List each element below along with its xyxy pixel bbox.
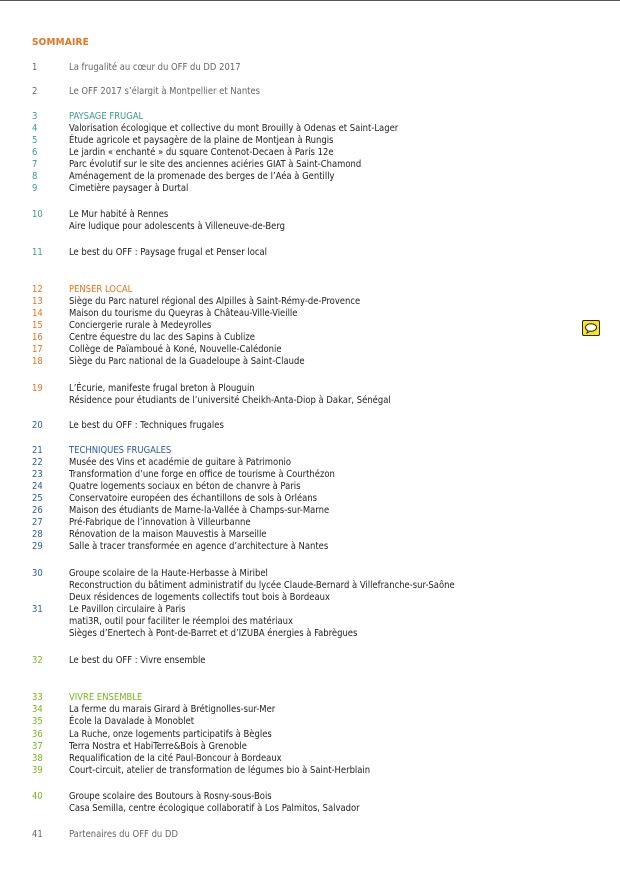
toc-number: 35 xyxy=(32,716,43,727)
toc-text: École la Davalade à Monoblet xyxy=(69,716,195,727)
toc-number: 26 xyxy=(32,505,43,516)
toc-text: PENSER LOCAL xyxy=(69,284,133,295)
toc-number: 8 xyxy=(32,171,38,182)
toc-text: Rénovation de la maison Mauvestis à Marseille xyxy=(69,529,267,540)
toc-text: Requalification de la cité Paul-Boncour à Bordeaux xyxy=(69,753,282,764)
toc-number: 23 xyxy=(32,469,43,480)
toc-number: 30 xyxy=(32,568,43,579)
toc-number: 31 xyxy=(32,604,43,615)
toc-number: 14 xyxy=(32,308,43,319)
toc-number: 5 xyxy=(32,135,38,146)
toc-text: Conservatoire européen des échantillons de sols à Orléans xyxy=(69,493,318,504)
toc-text: Étude agricole et paysagère de la plaine de Montjean à Rungis xyxy=(69,135,334,146)
toc-text: Salle à tracer transformée en agence d’architecture à Nantes xyxy=(69,541,329,552)
toc-text: Reconstruction du bâtiment administratif du lycée Claude-Bernard à Villefranche-sur-Saône xyxy=(69,580,455,591)
toc-number: 36 xyxy=(32,729,43,740)
toc-text: Siège du Parc national de la Guadeloupe à Saint-Claude xyxy=(69,356,305,367)
toc-number: 27 xyxy=(32,517,43,528)
toc-text: VIVRE ENSEMBLE xyxy=(69,692,143,703)
toc-number: 19 xyxy=(32,383,43,394)
toc-text: Résidence pour étudiants de l’université Cheikh-Anta-Diop à Dakar, Sénégal xyxy=(69,395,391,406)
toc-text: Deux résidences de logements collectifs tout bois à Bordeaux xyxy=(69,592,330,603)
toc-text: Conciergerie rurale à Medeyrolles xyxy=(69,320,212,331)
toc-number: 15 xyxy=(32,320,43,331)
top-border-line xyxy=(0,0,620,1)
toc-number: 32 xyxy=(32,655,43,666)
toc-number: 37 xyxy=(32,741,43,752)
toc-text: Parc évolutif sur le site des anciennes aciéries GIAT à Saint-Chamond xyxy=(69,159,362,170)
toc-text: mati3R, outil pour faciliter le réemploi des matériaux xyxy=(69,616,294,627)
toc-number: 17 xyxy=(32,344,43,355)
toc-number: 22 xyxy=(32,457,43,468)
toc-number: 7 xyxy=(32,159,38,170)
page-title: SOMMAIRE xyxy=(32,37,90,48)
toc-text: Collège de Païamboué à Koné, Nouvelle-Calédonie xyxy=(69,344,282,355)
toc-number: 2 xyxy=(32,86,38,97)
toc-number: 20 xyxy=(32,420,43,431)
toc-text: Siège du Parc naturel régional des Alpilles à Saint-Rémy-de-Provence xyxy=(69,296,361,307)
toc-number: 41 xyxy=(32,829,43,840)
toc-number: 38 xyxy=(32,753,43,764)
toc-text: La frugalité au cœur du OFF du DD 2017 xyxy=(69,62,241,73)
toc-text: Centre équestre du lac des Sapins à Cublize xyxy=(69,332,255,343)
toc-text: Groupe scolaire de la Haute-Herbasse à Miribel xyxy=(69,568,268,579)
toc-number: 29 xyxy=(32,541,43,552)
toc-text: Le jardin « enchanté » du square Contenot-Decaen à Paris 12e xyxy=(69,147,334,158)
toc-text: Le best du OFF : Paysage frugal et Penser local xyxy=(69,247,268,258)
toc-text: Le Mur habité à Rennes xyxy=(69,209,169,220)
toc-text: TECHNIQUES FRUGALES xyxy=(69,445,172,456)
toc-text: Partenaires du OFF du DD xyxy=(69,829,178,840)
toc-number: 18 xyxy=(32,356,43,367)
toc-number: 16 xyxy=(32,332,43,343)
toc-text: Cimetière paysager à Durtal xyxy=(69,183,189,194)
toc-text: Valorisation écologique et collective du mont Brouilly à Odenas et Saint-Lager xyxy=(69,123,399,134)
toc-text: L’Écurie, manifeste frugal breton à Plouguin xyxy=(69,383,255,394)
toc-text: Sièges d’Enertech à Pont-de-Barret et d’IZUBA énergies à Fabrègues xyxy=(69,628,358,639)
toc-number: 34 xyxy=(32,704,43,715)
toc-text: Groupe scolaire des Boutours à Rosny-sous-Bois xyxy=(69,791,272,802)
toc-text: Aire ludique pour adolescents à Villeneuve-de-Berg xyxy=(69,221,285,232)
toc-text: Pré-Fabrique de l’innovation à Villeurbanne xyxy=(69,517,251,528)
toc-number: 12 xyxy=(32,284,43,295)
toc-text: Le best du OFF : Vivre ensemble xyxy=(69,655,206,666)
toc-text: Le OFF 2017 s’élargit à Montpellier et Nantes xyxy=(69,86,261,97)
toc-number: 28 xyxy=(32,529,43,540)
toc-number: 25 xyxy=(32,493,43,504)
toc-text: Maison des étudiants de Marne-la-Vallée à Champs-sur-Marne xyxy=(69,505,330,516)
comment-icon[interactable] xyxy=(582,320,600,336)
toc-text: PAYSAGE FRUGAL xyxy=(69,111,144,122)
toc-number: 9 xyxy=(32,183,38,194)
toc-number: 3 xyxy=(32,111,38,122)
toc-text: La ferme du marais Girard à Brétignolles-sur-Mer xyxy=(69,704,276,715)
toc-text: Musée des Vins et académie de guitare à Patrimonio xyxy=(69,457,292,468)
toc-number: 13 xyxy=(32,296,43,307)
toc-text: Le Pavillon circulaire à Paris xyxy=(69,604,186,615)
toc-number: 11 xyxy=(32,247,43,258)
toc-number: 39 xyxy=(32,765,43,776)
toc-text: Le best du OFF : Techniques frugales xyxy=(69,420,224,431)
toc-text: Quatre logements sociaux en béton de chanvre à Paris xyxy=(69,481,301,492)
toc-text: Terra Nostra et HabiTerre&Bois à Grenoble xyxy=(69,741,247,752)
toc-number: 33 xyxy=(32,692,43,703)
toc-text: Casa Semilla, centre écologique collaboratif à Los Palmitos, Salvador xyxy=(69,803,360,814)
toc-number: 1 xyxy=(32,62,38,73)
toc-number: 10 xyxy=(32,209,43,220)
toc-text: Aménagement de la promenade des berges de l’Aéa à Gentilly xyxy=(69,171,335,182)
toc-number: 6 xyxy=(32,147,38,158)
toc-text: Transformation d’une forge en office de tourisme à Courthézon xyxy=(69,469,335,480)
toc-number: 40 xyxy=(32,791,43,802)
toc-number: 21 xyxy=(32,445,43,456)
toc-text: Maison du tourisme du Queyras à Château-Ville-Vieille xyxy=(69,308,298,319)
toc-text: La Ruche, onze logements participatifs à Bègles xyxy=(69,729,272,740)
toc-text: Court-circuit, atelier de transformation de légumes bio à Saint-Herblain xyxy=(69,765,371,776)
toc-number: 24 xyxy=(32,481,43,492)
toc-number: 4 xyxy=(32,123,38,134)
